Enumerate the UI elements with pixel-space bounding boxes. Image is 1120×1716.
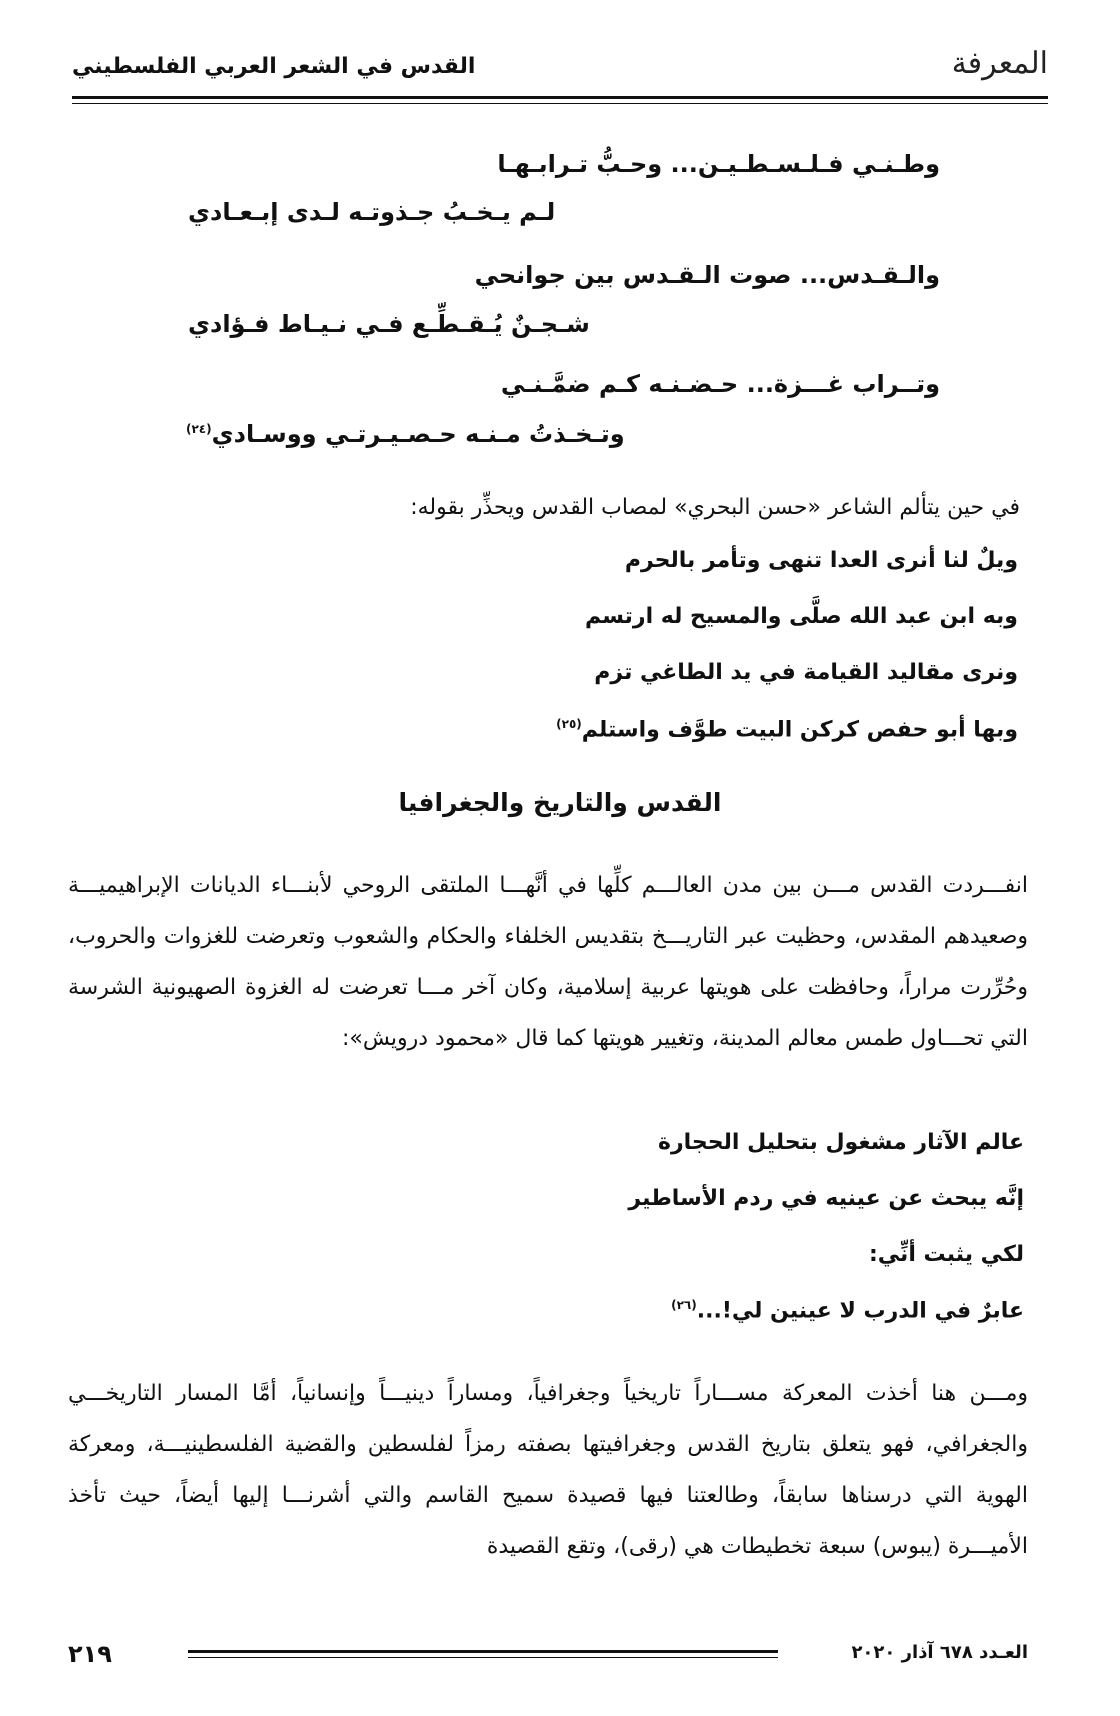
- poem1-verse-1: وطـنـي فـلـسـطـيـن... وحـبُّ تـرابـهـا: [497, 150, 940, 178]
- page-number: ٢١٩: [68, 1640, 112, 1668]
- footnote-ref-26: (٢٦): [671, 1298, 697, 1312]
- poem1-verse-3: والـقـدس... صوت الـقـدس بين جوانحي: [474, 261, 940, 289]
- poem2-verse-2: وبه ابن عبد الله صلَّى والمسيح له ارتسم: [585, 604, 1018, 629]
- poem3-verse-4: [671, 1298, 1024, 1323]
- paragraph-2: انفـــردت القدس مـــن بين مدن العالـــم كلِّها في أنَّهـــا الملتقى الروحي لأبنـــاء الديانات الإبراهيميـــة وصعيدهم المقدس، وحظيت عبر التاريـــخ بتقديس الخلفاء والحكام والشعوب وتعرضت للغزوات والحروب، وحُرِّرت مراراً، وحافظت على هويتها عربية إسلامية، وكان آخر مـــا تعرضت له الغزوة الصهيونية الشرسة التي تحـــاول طمس معالم المدينة، وتغيير هويتها كما قال «محمود درويش»:: [68, 873, 1028, 1051]
- issue-info: العـدد ٦٧٨ آذار ٢٠٢٠: [851, 1642, 1028, 1663]
- footer-rule-thick: [188, 1650, 778, 1653]
- poem2-verse-4-text: وبها أبو حفص كركن البيت طوَّف واستلم: [581, 717, 1018, 743]
- paragraph-1: في حين يتألم الشاعر «حسن البحري» لمصاب القدس ويحذِّر بقوله:: [410, 495, 1020, 520]
- poem3-verse-3: لكي يثبت أنِّي:: [869, 1242, 1024, 1267]
- magazine-logo: المعرفة: [951, 46, 1048, 81]
- poem1-verse-6: [186, 420, 625, 448]
- section-heading: القدس والتاريخ والجغرافيا: [398, 788, 722, 817]
- poem3-verse-4-text: عابرٌ في الدرب لا عينين لي!...: [696, 1298, 1024, 1324]
- header-rule-thick: [72, 96, 1048, 99]
- page-header: [72, 40, 1048, 100]
- header-rule-thin: [72, 103, 1048, 104]
- poem1-verse-5: وتــراب غـــزة... حـضـنـه كـم ضمَّـنـي: [500, 370, 940, 398]
- footer-rule-thin: [188, 1657, 778, 1658]
- poem2-verse-3: ونرى مقاليد القيامة في يد الطاغي تزم: [594, 660, 1018, 685]
- poem1-verse-2: لـم يـخـبُ جـذوتـه لـدى إبـعـادي: [188, 198, 556, 226]
- paragraph-3: ومـــن هنا أخذت المعركة مســـاراً تاريخياً وجغرافياً، ومساراً دينيـــاً وإنسانياً، أمَّا المسار التاريخـــي والجغرافي، فهو يتعلق بتاريخ القدس وجغرافيتها بصفته رمزاً لفلسطين والقضية الفلسطينيـــة، ومعركة الهوية التي درسناها سابقاً، وطالعتنا فيها قصيدة سميح القاسم والتي أشرنـــا إليها أيضاً، حيث تأخذ الأميـــرة (يبوس) سبعة تخطيطات هي (رقى)، وتقع القصيدة: [68, 1381, 1028, 1559]
- poem3-verse-1: عالم الآثار مشغول بتحليل الحجارة: [658, 1130, 1024, 1155]
- poem1-verse-6-text: وتـخـذتُ مـنـه حـصـيـرتـي ووسـادي: [211, 420, 625, 448]
- footnote-ref-25: (٢٥): [556, 717, 582, 731]
- poem1-verse-4: شـجـنٌ يُـقـطِّـع فـي نـيـاط فـؤادي: [188, 310, 590, 338]
- running-title: القدس في الشعر العربي الفلسطيني: [72, 54, 476, 79]
- poem2-verse-1: ويلٌ لنا أنرى العدا تنهى وتأمر بالحرم: [624, 548, 1018, 573]
- poem2-verse-4: [556, 717, 1018, 742]
- footnote-ref-24: (٢٤): [186, 422, 212, 436]
- poem3-verse-2: إنَّه يبحث عن عينيه في ردم الأساطير: [628, 1186, 1024, 1211]
